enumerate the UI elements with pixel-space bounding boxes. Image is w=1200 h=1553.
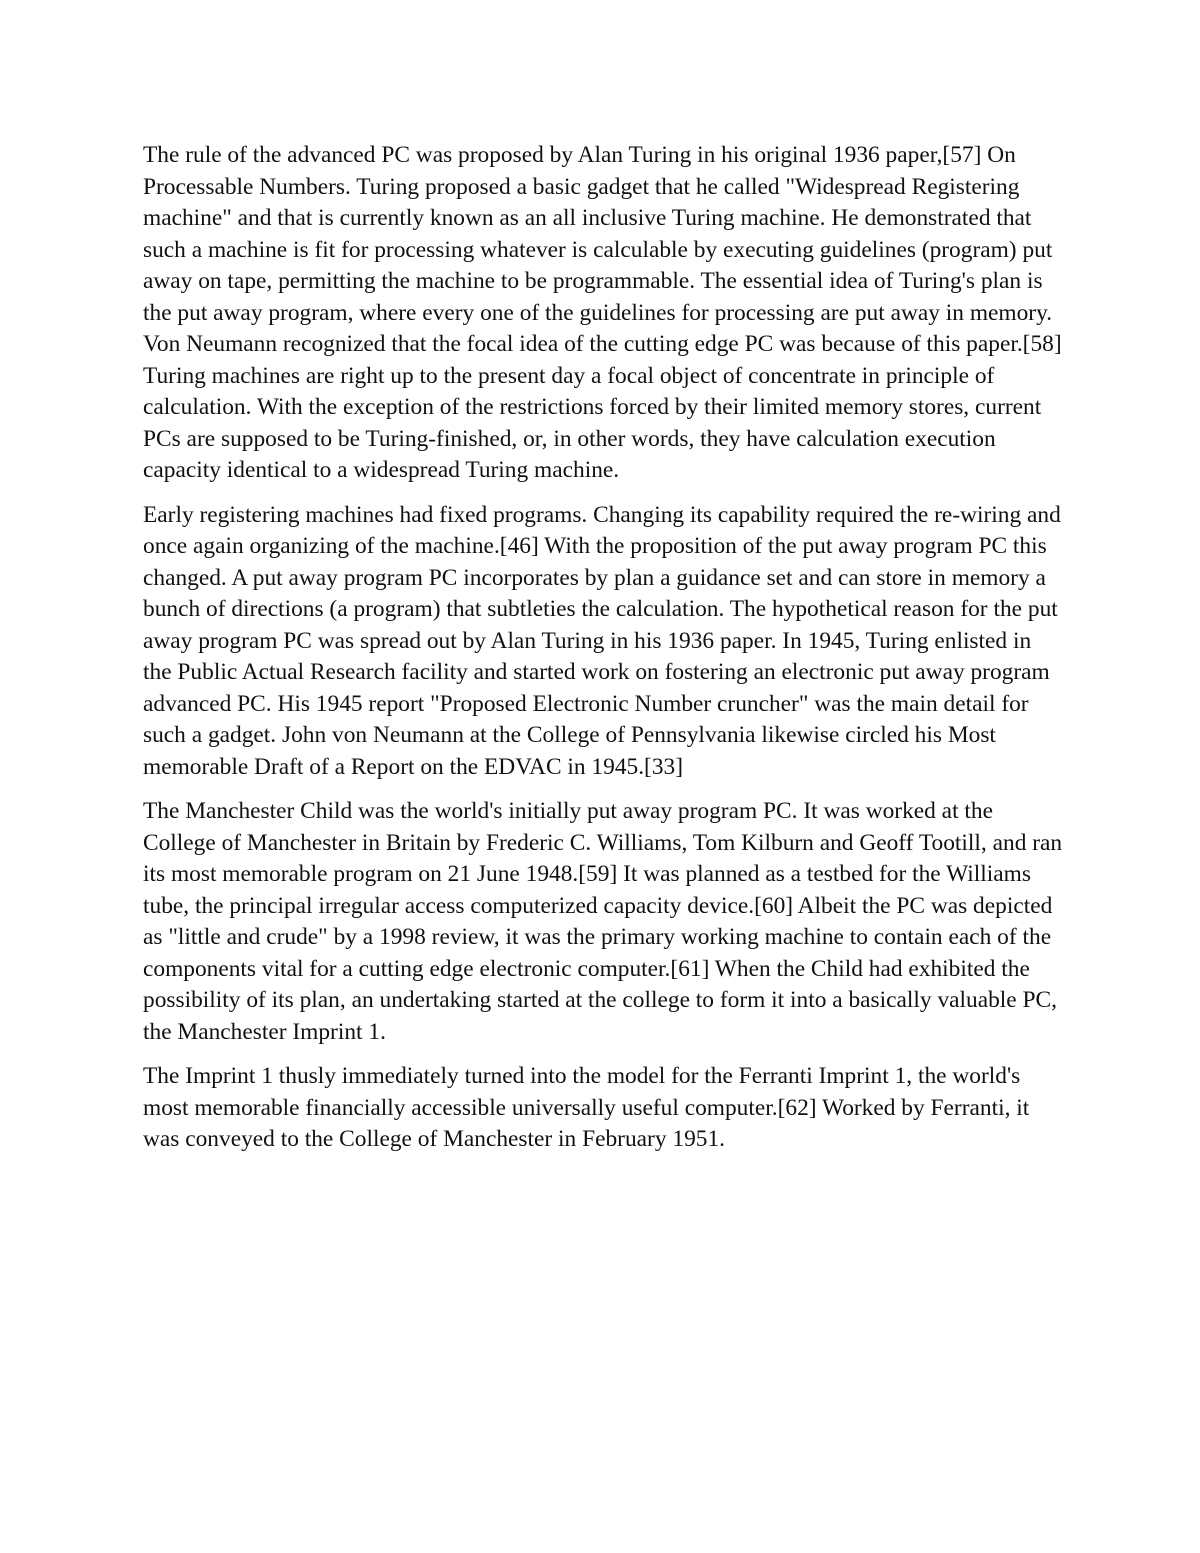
paragraph-turing-principle: The rule of the advanced PC was proposed by Alan Turing in his original 1936 paper,[57] On Processable Numbers. Turing proposed a basic gadget that he called "Widespread Registering machine" and that is currently known as an all inclusive Turing machine. He demonstrated that such a machine is fit for processing whatever is calculable by executing guidelines (program) put away on tape, permitting the machine to be programmable. The essential idea of Turing's plan is the put away program, where every one of the guidelines for processing are put away in memory. Von Neumann recognized that the focal idea of the cutting edge PC was because of this paper.[58] Turing machines are right up to the present day a focal object of concentrate in principle of calculation. With the exception of the restrictions forced by their limited memory stores, current PCs are supposed to be Turing-finished, or, in other words, they have calculation execution capacity identical to a widespread Turing machine. (143, 142, 1062, 483)
paragraph-stored-program: Early registering machines had fixed programs. Changing its capability required the re-wiring and once again organizing of the machine.[46] With the proposition of the put away program PC this changed. A put away program PC incorporates by plan a guidance set and can store in memory a bunch of directions (a program) that subtleties the calculation. The hypothetical reason for the put away program PC was spread out by Alan Turing in his 1936 paper. In 1945, Turing enlisted in the Public Actual Research facility and started work on fostering an electronic put away program advanced PC. His 1945 report "Proposed Electronic Number cruncher" was the main detail for such a gadget. John von Neumann at the College of Pennsylvania likewise circled his Most memorable Draft of a Report on the EDVAC in 1945.[33] (143, 501, 1061, 780)
document-body (143, 140, 1063, 1169)
paragraph-ferranti-mark-1: The Imprint 1 thusly immediately turned into the model for the Ferranti Imprint 1, the world's most memorable financially accessible universally useful computer.[62] Worked by Ferranti, it was conveyed to the College of Manchester in February 1951. (143, 1063, 1030, 1152)
paragraph-manchester-baby: The Manchester Child was the world's initially put away program PC. It was worked at the College of Manchester in Britain by Frederic C. Williams, Tom Kilburn and Geoff Tootill, and ran its most memorable program on 21 June 1948.[59] It was planned as a testbed for the Williams tube, the principal irregular access computerized capacity device.[60] Albeit the PC was depicted as "little and crude" by a 1998 review, it was the primary working machine to contain each of the components vital for a cutting edge electronic computer.[61] When the Child had exhibited the possibility of its plan, an undertaking started at the college to form it into a basically valuable PC, the Manchester Imprint 1. (143, 798, 1063, 1045)
